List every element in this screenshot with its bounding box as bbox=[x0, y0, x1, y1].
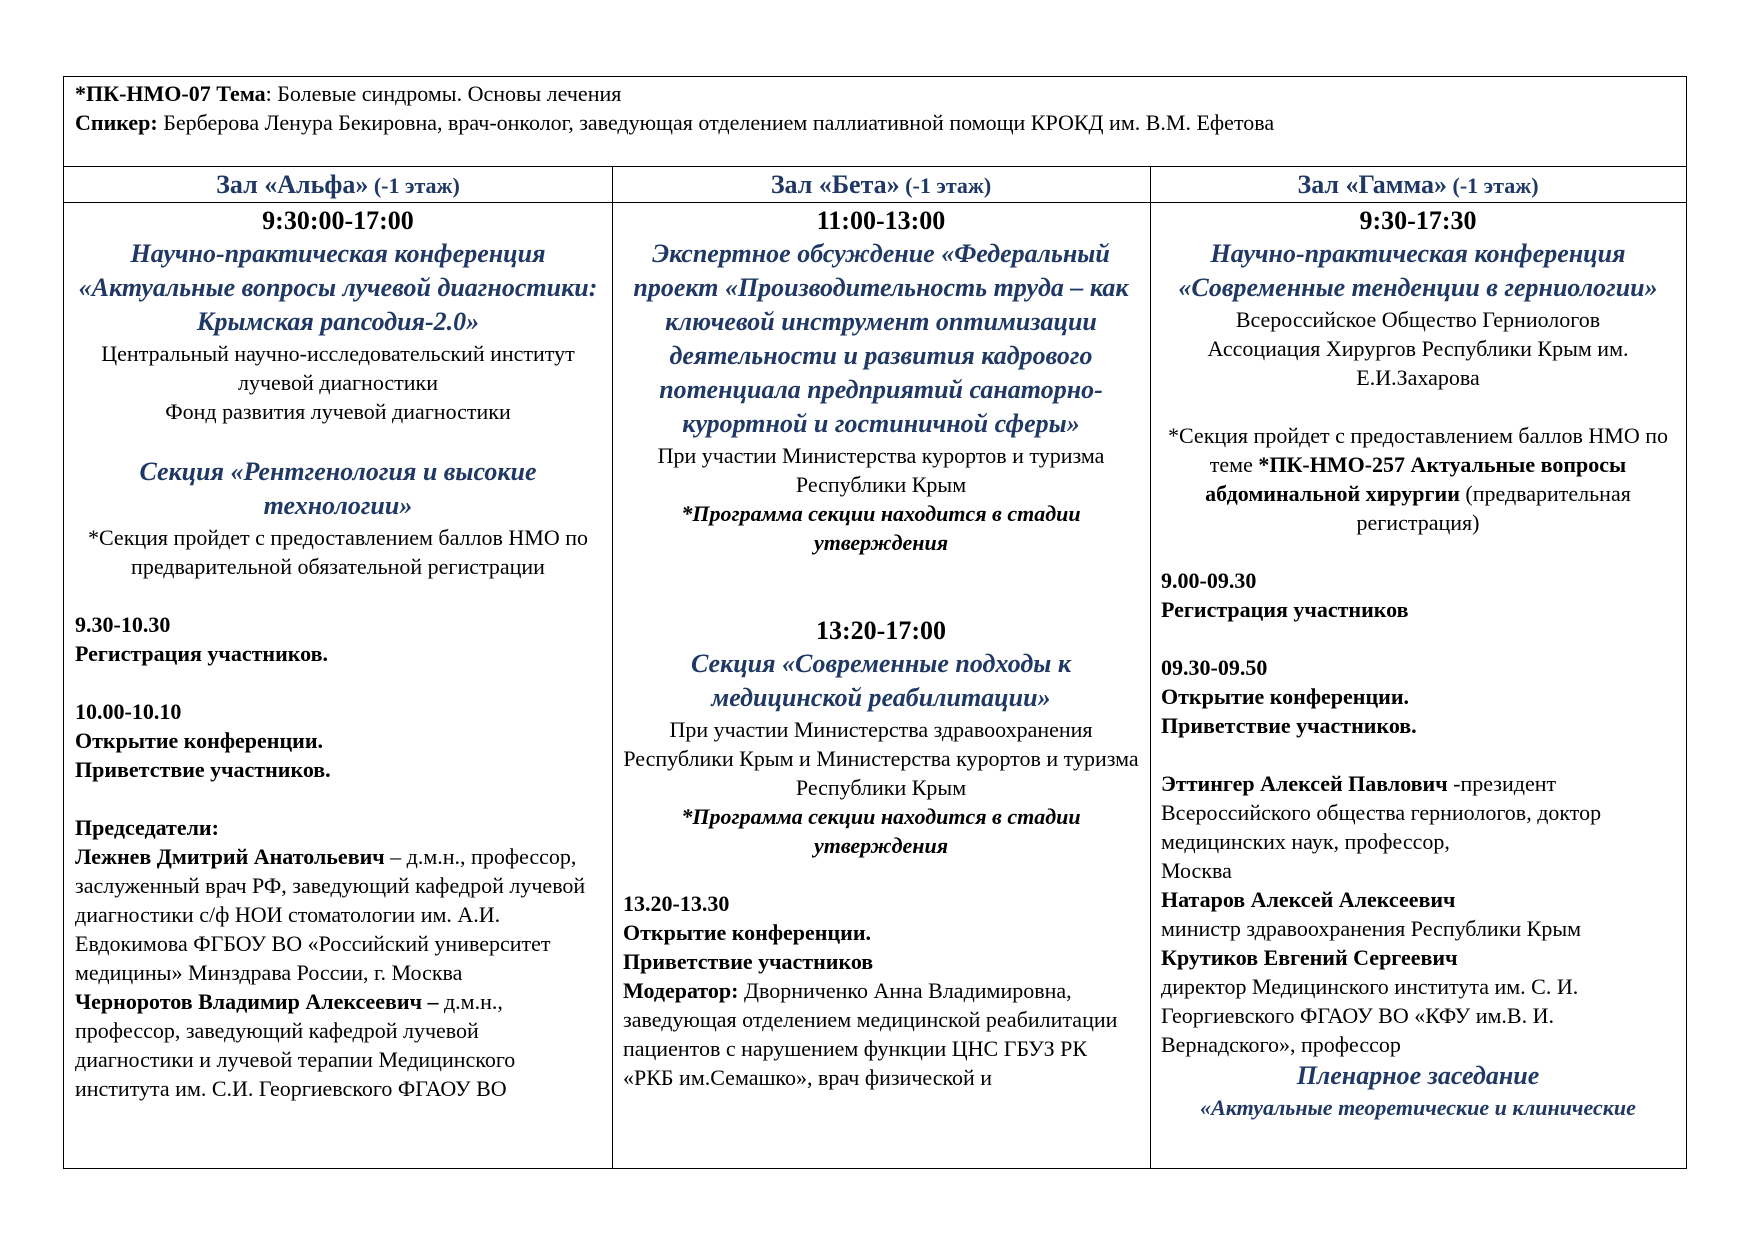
hall-alpha-header bbox=[64, 167, 612, 202]
chair-entry bbox=[75, 987, 601, 1103]
beta-participation: При участии Министерства здравоохранения Республики Крым и Министерства курортов и туризма Республики Крым bbox=[623, 717, 1139, 800]
chair-name: Черноротов Владимир Алексеевич – bbox=[75, 989, 439, 1014]
plenary-title: Пленарное заседание bbox=[1296, 1061, 1540, 1090]
note-text: *Секция пройдет с предоставлением баллов НМО по теме bbox=[1167, 423, 1669, 477]
speaker-label: Спикер: bbox=[75, 110, 158, 135]
person-text: директор Медицинского института им. С. И. Георгиевского ФГАОУ ВО «КФУ им.В. И. Вернадского», профессор bbox=[1161, 974, 1579, 1057]
moderator-label: Модератор: bbox=[623, 978, 739, 1003]
person-name: Эттингер Алексей Павлович bbox=[1161, 771, 1448, 796]
person-city: Москва bbox=[1161, 858, 1232, 883]
alpha-section-note: *Секция пройдет с предоставлением баллов НМО по предварительной обязательной регистрации bbox=[87, 525, 589, 579]
hall-beta-header bbox=[612, 167, 1150, 202]
person-entry bbox=[1161, 769, 1675, 856]
hall-name: Зал «Бета» bbox=[770, 170, 900, 199]
chair-text: – д.м.н., профессор, заслуженный врач РФ, заведующий кафедрой лучевой диагностики с/ф НОИ стоматологии им. А.И. Евдокимова ФГБОУ ВО «Российский университет медицины» Минздрава России, г. Москва bbox=[75, 844, 586, 985]
beta-slot-text: Приветствие участников bbox=[623, 949, 874, 974]
gamma-section-note bbox=[1161, 421, 1675, 537]
alpha-time: 9:30:00-17:00 bbox=[262, 206, 414, 235]
note-topic: *ПК-НМО-257 Актуальные вопросы абдоминальной хирургии bbox=[1205, 452, 1627, 506]
person-name: Крутиков Евгений Сергеевич bbox=[1161, 945, 1458, 970]
chair-text: д.м.н., профессор, заведующий кафедрой лучевой диагностики и лучевой терапии Медицинского института им. С.И. Георгиевского ФГАОУ ВО bbox=[75, 989, 516, 1101]
hall-floor: (-1 этаж) bbox=[368, 173, 460, 198]
alpha-slot-text: Регистрация участников. bbox=[75, 641, 328, 666]
topic-label: Тема bbox=[210, 81, 266, 106]
hall-name: Зал «Гамма» bbox=[1297, 170, 1448, 199]
alpha-org: Фонд развития лучевой диагностики bbox=[165, 399, 511, 424]
gamma-org: Ассоциация Хирургов Республики Крым им. Е.И.Захарова bbox=[1207, 336, 1629, 390]
hall-gamma-header bbox=[1150, 167, 1686, 202]
topic-header bbox=[64, 77, 1686, 167]
gamma-slot-time: 9.00-09.30 bbox=[1161, 568, 1257, 593]
speaker-line bbox=[75, 108, 1675, 137]
beta-time: 13:20-17:00 bbox=[816, 616, 946, 645]
plenary-subtitle: «Актуальные теоретические и клинические bbox=[1200, 1095, 1636, 1120]
chairs-label: Председатели: bbox=[75, 815, 219, 840]
topic-line bbox=[75, 79, 1675, 108]
note-text: (предварительная регистрация) bbox=[1356, 481, 1631, 535]
gamma-slot-time: 09.30-09.50 bbox=[1161, 655, 1268, 680]
gamma-slot-text: Приветствие участников. bbox=[1161, 713, 1417, 738]
topic-text: : Болевые синдромы. Основы лечения bbox=[265, 81, 622, 106]
hall-alpha-column bbox=[64, 203, 612, 1168]
person-name: Натаров Алексей Алексеевич bbox=[1161, 887, 1456, 912]
moderator-entry bbox=[623, 976, 1139, 1092]
beta-note: *Программа секции находится в стадии утверждения bbox=[681, 804, 1081, 858]
beta-note: *Программа секции находится в стадии утверждения bbox=[681, 501, 1081, 555]
hall-floor: (-1 этаж) bbox=[1447, 173, 1539, 198]
beta-title: Экспертное обсуждение «Федеральный проект «Производительность труда – как ключевой инструмент оптимизации деятельности и развития кадрового потенциала предприятий санаторно-курортной и гостиничной сферы» bbox=[633, 239, 1129, 438]
person-text: -президент Всероссийского общества герниологов, доктор медицинских наук, профессор, bbox=[1161, 771, 1602, 854]
alpha-slot-text: Приветствие участников. bbox=[75, 757, 331, 782]
gamma-time: 9:30-17:30 bbox=[1359, 206, 1477, 235]
beta-time: 11:00-13:00 bbox=[816, 206, 946, 235]
alpha-slot-time: 9.30-10.30 bbox=[75, 612, 171, 637]
gamma-org: Всероссийское Общество Герниологов bbox=[1235, 307, 1601, 332]
chair-entry bbox=[75, 842, 601, 987]
speaker-text: Берберова Ленура Бекировна, врач-онколог, заведующая отделением паллиативной помощи КРОКД им. В.М. Ефетова bbox=[157, 110, 1275, 135]
topic-code: *ПК-НМО-07 bbox=[75, 81, 211, 106]
beta-participation: При участии Министерства курортов и туризма Республики Крым bbox=[657, 443, 1105, 497]
alpha-slot-time: 10.00-10.10 bbox=[75, 699, 182, 724]
chair-name: Лежнев Дмитрий Анатольевич bbox=[75, 844, 385, 869]
beta-slot-time: 13.20-13.30 bbox=[623, 891, 730, 916]
beta-slot-text: Открытие конференции. bbox=[623, 920, 872, 945]
alpha-section-title: Секция «Рентгенология и высокие технологии» bbox=[139, 457, 537, 520]
alpha-slot-text: Открытие конференции. bbox=[75, 728, 324, 753]
gamma-title: Научно-практическая конференция «Современные тенденции в герниологии» bbox=[1178, 239, 1658, 302]
gamma-slot-text: Открытие конференции. bbox=[1161, 684, 1410, 709]
alpha-org: Центральный научно-исследовательский институт лучевой диагностики bbox=[101, 341, 575, 395]
alpha-title: Научно-практическая конференция «Актуальные вопросы лучевой диагностики: Крымская рапсодия-2.0» bbox=[78, 239, 598, 336]
hall-name: Зал «Альфа» bbox=[216, 170, 369, 199]
moderator-text: Дворниченко Анна Владимировна, заведующая отделением медицинской реабилитации пациентов с нарушением функции ЦНС ГБУЗ РК «РКБ им.Семашко», врач физической и bbox=[623, 978, 1118, 1090]
hall-floor: (-1 этаж) bbox=[899, 173, 992, 198]
beta-section-title: Секция «Современные подходы к медицинской реабилитации» bbox=[690, 649, 1072, 712]
person-text: министр здравоохранения Республики Крым bbox=[1161, 916, 1582, 941]
gamma-slot-text: Регистрация участников bbox=[1161, 597, 1409, 622]
program-table bbox=[63, 76, 1687, 1169]
hall-gamma-column bbox=[1150, 203, 1686, 1168]
hall-beta-column bbox=[612, 203, 1150, 1168]
hall-header-row bbox=[64, 167, 1686, 203]
